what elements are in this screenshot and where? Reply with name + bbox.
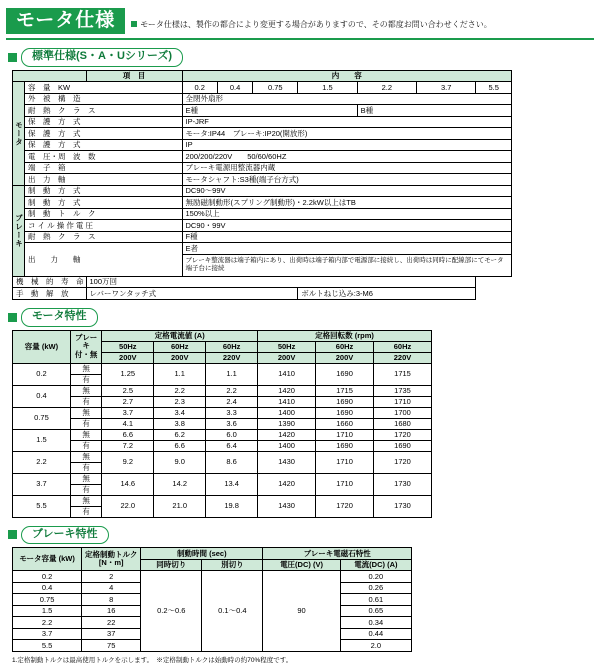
spec-cell: IP-JRF [182,116,512,128]
brake-torque: 2 [82,571,141,583]
brake-header-voltage: 電圧(DC) (V) [263,559,340,571]
brake-header-magnet: ブレーキ電磁石特性 [263,548,412,560]
motor-characteristics-table [12,330,432,518]
table-row [13,243,512,255]
motor-brake-none: 無 [70,429,101,440]
motor-header-volt: 200V [102,352,154,363]
spec-cell: E者 [182,243,512,255]
motor-value: 1410 [258,363,316,385]
motor-value: 1400 [258,407,316,418]
spec-cell: 200/200/220V 50/60/60HZ [182,151,512,163]
spec-row-label: 出 力 軸 [25,243,183,277]
motor-brake-none: 無 [70,495,101,506]
motor-header-volt: 220V [374,352,432,363]
spec-row-label: 容 量 KW [25,82,183,94]
brake-capacity: 2.2 [13,617,82,629]
motor-value: 9.0 [154,451,206,473]
table-row [13,385,432,396]
brake-capacity: 0.2 [13,571,82,583]
motor-brake-none: 無 [70,451,101,462]
spec-group-motor: モータ [13,82,25,186]
table-row [13,571,412,583]
page-title: モータ仕様 [6,8,125,34]
square-bullet-icon [131,21,137,27]
section-title-spec: 標準仕様(S・A・Uシリーズ) [21,48,183,67]
motor-header-volt: 200V [316,352,374,363]
spec-cell: E種 [182,105,357,117]
spec-cell: ブレーキ電源用整流器内蔵 [182,162,512,174]
spec-cell: レバーワンタッチ式 [86,288,298,300]
spec-cell: B種 [357,105,511,117]
table-row [13,231,512,243]
section-title-motor: モータ特性 [21,308,98,327]
motor-value: 1390 [258,418,316,429]
motor-value: 2.3 [154,396,206,407]
spec-row-label: 保 護 方 式 [25,116,183,128]
table-row [13,330,432,341]
spec-cell: F種 [182,231,512,243]
motor-header-volt: 200V [258,352,316,363]
section-header-brake [8,526,600,545]
section-title-brake: ブレーキ特性 [21,526,109,545]
brake-torque: 8 [82,594,141,606]
spec-row-label: 制 動 方 式 [25,197,183,209]
table-row [13,82,512,94]
motor-value: 6.2 [154,429,206,440]
spec-header-content: 内 容 [182,70,512,82]
spec-row-label: 外 被 構 造 [25,93,183,105]
bullet-icon [8,313,17,322]
spec-cell: ボルトねじ込み:3-M6 [298,288,476,300]
motor-brake-none: 無 [70,363,101,374]
motor-value: 1735 [374,385,432,396]
brake-capacity: 1.5 [13,605,82,617]
spec-cell: 2.2 [357,82,416,94]
motor-value: 1690 [316,396,374,407]
spec-cell: 0.4 [217,82,252,94]
table-row [13,220,512,232]
motor-value: 2.2 [154,385,206,396]
spec-cell: IP [182,139,512,151]
spec-cell: 150%以上 [182,208,512,220]
motor-header-freq: 50Hz [258,341,316,352]
spec-cell: 3.7 [417,82,476,94]
brake-voltage: 90 [263,571,340,652]
motor-value: 2.5 [102,385,154,396]
motor-brake-with: 有 [70,396,101,407]
motor-value: 1420 [258,385,316,396]
spec-row-label: 端 子 箱 [25,162,183,174]
brake-current: 2.0 [340,640,411,652]
spec-cell: 無励磁制動形(スプリング制動形)・2.2kW以上はTB [182,197,512,209]
spec-cell: モータ:IP44 ブレーキ:IP20(開放形) [182,128,512,140]
brake-header-time-sep: 別切り [202,559,263,571]
table-row [13,495,432,506]
brake-current: 0.34 [340,617,411,629]
brake-torque: 75 [82,640,141,652]
motor-value: 8.6 [206,451,258,473]
motor-header-brake: ブレーキ 付・無 [70,330,101,363]
motor-value: 1730 [374,473,432,495]
motor-brake-with: 有 [70,374,101,385]
brake-torque: 37 [82,628,141,640]
spec-row-label: 保 護 方 式 [25,139,183,151]
brake-torque: 22 [82,617,141,629]
table-row [13,70,512,82]
motor-capacity: 0.4 [13,385,71,407]
brake-header-time: 制動時間 (sec) [141,548,263,560]
table-row [13,473,432,484]
motor-value: 3.4 [154,407,206,418]
table-row [13,451,432,462]
motor-capacity: 5.5 [13,495,71,517]
spec-cell: 0.2 [182,82,217,94]
table-row [13,440,432,451]
brake-current: 0.61 [340,594,411,606]
motor-value: 6.0 [206,429,258,440]
table-row [13,276,512,288]
spec-cell: ブレーキ整流器は端子箱内にあり、出荷時は端子箱内部で電源部に接続し、出荷時は同時に配線部にてモータ端子台に接続 [182,254,512,276]
motor-value: 6.6 [154,440,206,451]
spec-cell: モータシャフト:S3種(端子台方式) [182,174,512,186]
table-row [13,548,412,560]
motor-value: 13.4 [206,473,258,495]
motor-value: 1690 [316,363,374,385]
table-row [13,139,512,151]
brake-header-capacity: モータ容量 (kW) [13,548,82,571]
motor-value: 1410 [258,396,316,407]
motor-value: 19.8 [206,495,258,517]
motor-capacity: 3.7 [13,473,71,495]
table-row [13,288,512,300]
motor-value: 9.2 [102,451,154,473]
motor-value: 1660 [316,418,374,429]
motor-value: 6.4 [206,440,258,451]
brake-header-torque: 定格制動トルク [N・m] [82,548,141,571]
motor-value: 1.1 [206,363,258,385]
title-note [131,12,492,30]
bullet-icon [8,53,17,62]
motor-value: 7.2 [102,440,154,451]
spec-row-label: 耐 熱 ク ラ ス [25,231,183,243]
motor-value: 1.1 [154,363,206,385]
motor-header-speed: 定格回転数 (rpm) [258,330,432,341]
motor-value: 6.6 [102,429,154,440]
motor-capacity: 0.2 [13,363,71,385]
table-row [13,396,432,407]
table-row [13,185,512,197]
motor-brake-with: 有 [70,462,101,473]
motor-value: 1730 [374,495,432,517]
motor-value: 2.2 [206,385,258,396]
motor-header-volt: 200V [154,352,206,363]
title-note-text: モータ仕様は、製作の都合により変更する場合がありますので、その都度お問い合わせください。 [140,20,492,30]
motor-value: 21.0 [154,495,206,517]
table-row [13,429,432,440]
motor-value: 1710 [374,396,432,407]
motor-value: 1420 [258,473,316,495]
motor-value: 1680 [374,418,432,429]
motor-value: 4.1 [102,418,154,429]
motor-brake-none: 無 [70,473,101,484]
motor-capacity: 0.75 [13,407,71,429]
motor-value: 1690 [374,440,432,451]
motor-value: 14.6 [102,473,154,495]
motor-value: 1430 [258,451,316,473]
motor-value: 14.2 [154,473,206,495]
spec-cell: 100万回 [86,276,476,288]
spec-group-col [13,70,87,82]
spec-row-label: 電 圧・周 波 数 [25,151,183,163]
brake-capacity: 5.5 [13,640,82,652]
motor-capacity: 2.2 [13,451,71,473]
motor-value: 1690 [316,440,374,451]
motor-value: 1710 [316,473,374,495]
table-row [13,208,512,220]
brake-torque: 16 [82,605,141,617]
motor-value: 1715 [316,385,374,396]
brake-header-time-same: 同時切り [141,559,202,571]
spec-header-item: 項 目 [86,70,182,82]
motor-value: 1.25 [102,363,154,385]
spec-cell: DC90～99V [182,185,512,197]
spec-cell: 5.5 [476,82,512,94]
motor-value: 1710 [316,451,374,473]
spec-row-label: コ イ ル 操 作 電 圧 [25,220,183,232]
spec-row-label: 制 動 方 式 [25,185,183,197]
motor-value: 1720 [374,451,432,473]
motor-value: 2.7 [102,396,154,407]
spec-cell: 0.75 [253,82,298,94]
spec-table [12,70,512,300]
brake-current: 0.65 [340,605,411,617]
spec-row-label: 出 力 軸 [25,174,183,186]
spec-row-label: 手 動 解 放 [13,288,87,300]
brake-current: 0.20 [340,571,411,583]
brake-torque: 4 [82,582,141,594]
motor-header-freq: 60Hz [206,341,258,352]
motor-header-freq: 60Hz [316,341,374,352]
brake-current: 0.26 [340,582,411,594]
spec-row-label: 耐 熱 ク ラ ス [25,105,183,117]
brake-capacity: 0.4 [13,582,82,594]
motor-header-current: 定格電流値 (A) [102,330,258,341]
motor-value: 1420 [258,429,316,440]
table-row [13,93,512,105]
motor-header-freq: 60Hz [154,341,206,352]
table-row [13,197,512,209]
spec-group-brake: ブレーキ [13,185,25,276]
page-title-bar [6,6,594,40]
bullet-icon [8,530,17,539]
motor-value: 1400 [258,440,316,451]
motor-brake-with: 有 [70,418,101,429]
table-row [13,418,432,429]
motor-value: 1710 [316,429,374,440]
section-header-motor [8,308,600,327]
spec-row-label: 保 護 方 式 [25,128,183,140]
motor-brake-none: 無 [70,407,101,418]
motor-value: 3.3 [206,407,258,418]
table-row [13,128,512,140]
brake-current: 0.44 [340,628,411,640]
motor-value: 1720 [316,495,374,517]
spec-row-label: 制 動 ト ル ク [25,208,183,220]
brake-header-current: 電流(DC) (A) [340,559,411,571]
section-header-spec [8,48,600,67]
motor-header-volt: 220V [206,352,258,363]
motor-brake-none: 無 [70,385,101,396]
motor-value: 1715 [374,363,432,385]
table-row [13,116,512,128]
motor-value: 22.0 [102,495,154,517]
table-row [13,407,432,418]
motor-header-freq: 60Hz [374,341,432,352]
motor-value: 3.7 [102,407,154,418]
table-row [13,151,512,163]
motor-value: 1430 [258,495,316,517]
table-row [13,162,512,174]
table-row [13,363,432,374]
motor-value: 3.6 [206,418,258,429]
motor-value: 1700 [374,407,432,418]
motor-value: 1690 [316,407,374,418]
brake-footnote: 1.定格制動トルクは最高使用トルクを示します。 ※定格制動トルクは始動時の約70%程度です。 [12,656,293,664]
motor-capacity: 1.5 [13,429,71,451]
motor-value: 1720 [374,429,432,440]
brake-time-sep: 0.1～0.4 [202,571,263,652]
spec-cell: DC90・99V [182,220,512,232]
motor-header-freq: 50Hz [102,341,154,352]
motor-header-capacity: 容量 (kW) [13,330,71,363]
spec-cell: 全閉外扇形 [182,93,512,105]
table-row [13,174,512,186]
motor-value: 3.8 [154,418,206,429]
motor-value: 2.4 [206,396,258,407]
motor-brake-with: 有 [70,506,101,517]
brake-capacity: 3.7 [13,628,82,640]
brake-capacity: 0.75 [13,594,82,606]
table-row [13,105,512,117]
motor-brake-with: 有 [70,440,101,451]
spec-cell: 1.5 [298,82,357,94]
spec-row-label: 機 械 的 寿 命 [13,276,87,288]
brake-time-same: 0.2～0.6 [141,571,202,652]
motor-brake-with: 有 [70,484,101,495]
